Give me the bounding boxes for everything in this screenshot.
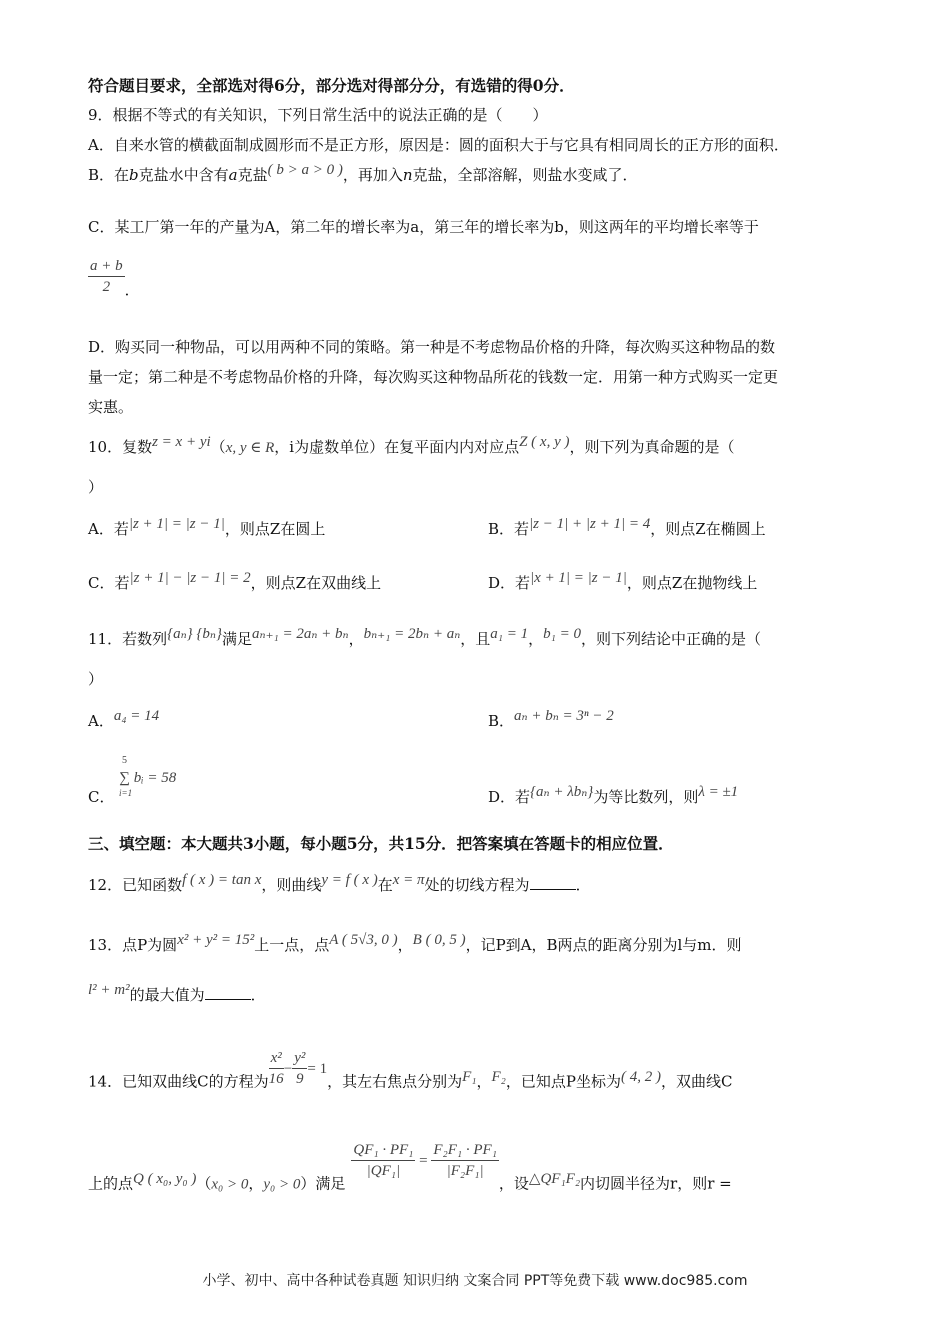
- q14-frac-x: $\frac{\text{x²}}{16}$: [268, 1050, 284, 1087]
- q14-stem-line2: 上的点Q ( x₀, y₀ )（x₀ > 0，y₀ > 0）满足 $\frac{\text{QF₁ · PF₁}}{\text{|QF₁|}}$ = $\frac{\text{F₂F₁ · PF₁}}{\text{|F₂F₁|}}$ ，设△QF₁F₂内切圆半径为r，则r =: [88, 1142, 732, 1193]
- q9-c-fraction-line: $\frac{a + b}{2}$ ．: [90, 258, 140, 299]
- q14-frac-y: $\frac{\text{y²}}{9}$: [294, 1050, 306, 1087]
- page-footer: 小学、初中、高中各种试卷真题 知识归纳 文案合同 PPT等免费下载 www.doc985.com: [202, 1273, 748, 1289]
- q13-stem: 13．点P为圆x² + y² = 15²上一点，点A ( 5√3, 0 )，B ( 0, 5 )，记P到A，B两点的距离分别为l与m．则: [88, 932, 742, 954]
- q10-stem-close: ）: [88, 478, 104, 496]
- q11-option-d: D．若{aₙ + λbₙ}为等比数列，则λ = ±1: [488, 784, 739, 806]
- q10-option-c: C．若|z + 1| − |z − 1| = 2，则点Z在双曲线上: [88, 570, 382, 592]
- q9-option-d-line2: 量一定；第二种是不考虑物品价格的升降，每次购买这种物品所花的钱数一定．用第一种方式购买一定更: [88, 368, 779, 386]
- q9-b-condition: ( b > a > 0 ): [267, 162, 343, 178]
- q9-option-c: C．某工厂第一年的产量为A，第二年的增长率为a，第三年的增长率为b，则这两年的平均增长率等于: [88, 218, 759, 236]
- q9-option-b: B．在b克盐水中含有a克盐( b > a > 0 )，再加入n克盐，全部溶解，则盐水变咸了．: [88, 162, 638, 184]
- q11-stem-close: ）: [88, 670, 104, 688]
- q9-c-fraction: $\frac{a + b}{2}$: [90, 258, 123, 295]
- q11-option-c: C． 5 i=1 ∑ bᵢ = 58: [88, 755, 177, 806]
- q11-stem: 11．若数列{aₙ} {bₙ}满足aₙ₊₁ = 2aₙ + bₙ，bₙ₊₁ = 2bₙ + aₙ，且a₁ = 1，b₁ = 0，则下列结论中正确的是（: [88, 626, 762, 648]
- q10-option-a: A．若|z + 1| = |z − 1|，则点Z在圆上: [88, 516, 326, 538]
- q14-frac-left: $\frac{\text{QF₁ · PF₁}}{\text{|QF₁|}}$: [353, 1142, 414, 1179]
- q14-frac-right: $\frac{\text{F₂F₁ · PF₁}}{\text{|F₂F₁|}}$: [433, 1142, 497, 1179]
- q9-option-d-line1: D．购买同一种物品，可以用两种不同的策略。第一种是不考虑物品价格的升降，每次购买这种物品的数: [88, 338, 776, 356]
- section-3-heading: 三、填空题：本大题共3小题，每小题5分，共15分．把答案填在答题卡的相应位置．: [88, 834, 674, 853]
- q14-stem: 14．已知双曲线C的方程为 $\frac{\text{x²}}{16}$ − $\frac{\text{y²}}{9}$ = 1，其左右焦点分别为F₁，F₂，已知点P坐标为( 4, 2 )，双曲线C: [88, 1050, 733, 1091]
- q12-stem: 12．已知函数f ( x ) = tan x，则曲线y = f ( x )在x = π处的切线方程为 ．: [88, 872, 591, 894]
- q10-stem: 10．复数z = x + yi（x, y ∈ R，i为虚数单位）在复平面内内对应点Z ( x, y )，则下列为真命题的是（: [88, 434, 735, 456]
- q10-option-b: B．若|z − 1| + |z + 1| = 4，则点Z在椭圆上: [488, 516, 766, 538]
- q13-stem-line2: l² + m²的最大值为 ．: [88, 982, 266, 1004]
- q9-stem: 9．根据不等式的有关知识，下列日常生活中的说法正确的是（ ）: [88, 106, 548, 124]
- q9-option-d-line3: 实惠。: [88, 398, 134, 416]
- q10-option-d: D．若|x + 1| = |z − 1|，则点Z在抛物线上: [488, 570, 758, 592]
- q11-option-a: A．a₄ = 14: [88, 708, 160, 730]
- q12-answer-blank[interactable]: [530, 875, 576, 890]
- q13-answer-blank[interactable]: [205, 985, 251, 1000]
- q11-option-b: B．aₙ + bₙ = 3ⁿ − 2: [488, 708, 614, 730]
- q9-option-a: A．自来水管的横截面制成圆形而不是正方形，原因是：圆的面积大于与它具有相同周长的正方形的面积．: [88, 136, 789, 154]
- section-note: 符合题目要求，全部选对得6分，部分选对得部分分，有选错的得0分．: [88, 76, 575, 95]
